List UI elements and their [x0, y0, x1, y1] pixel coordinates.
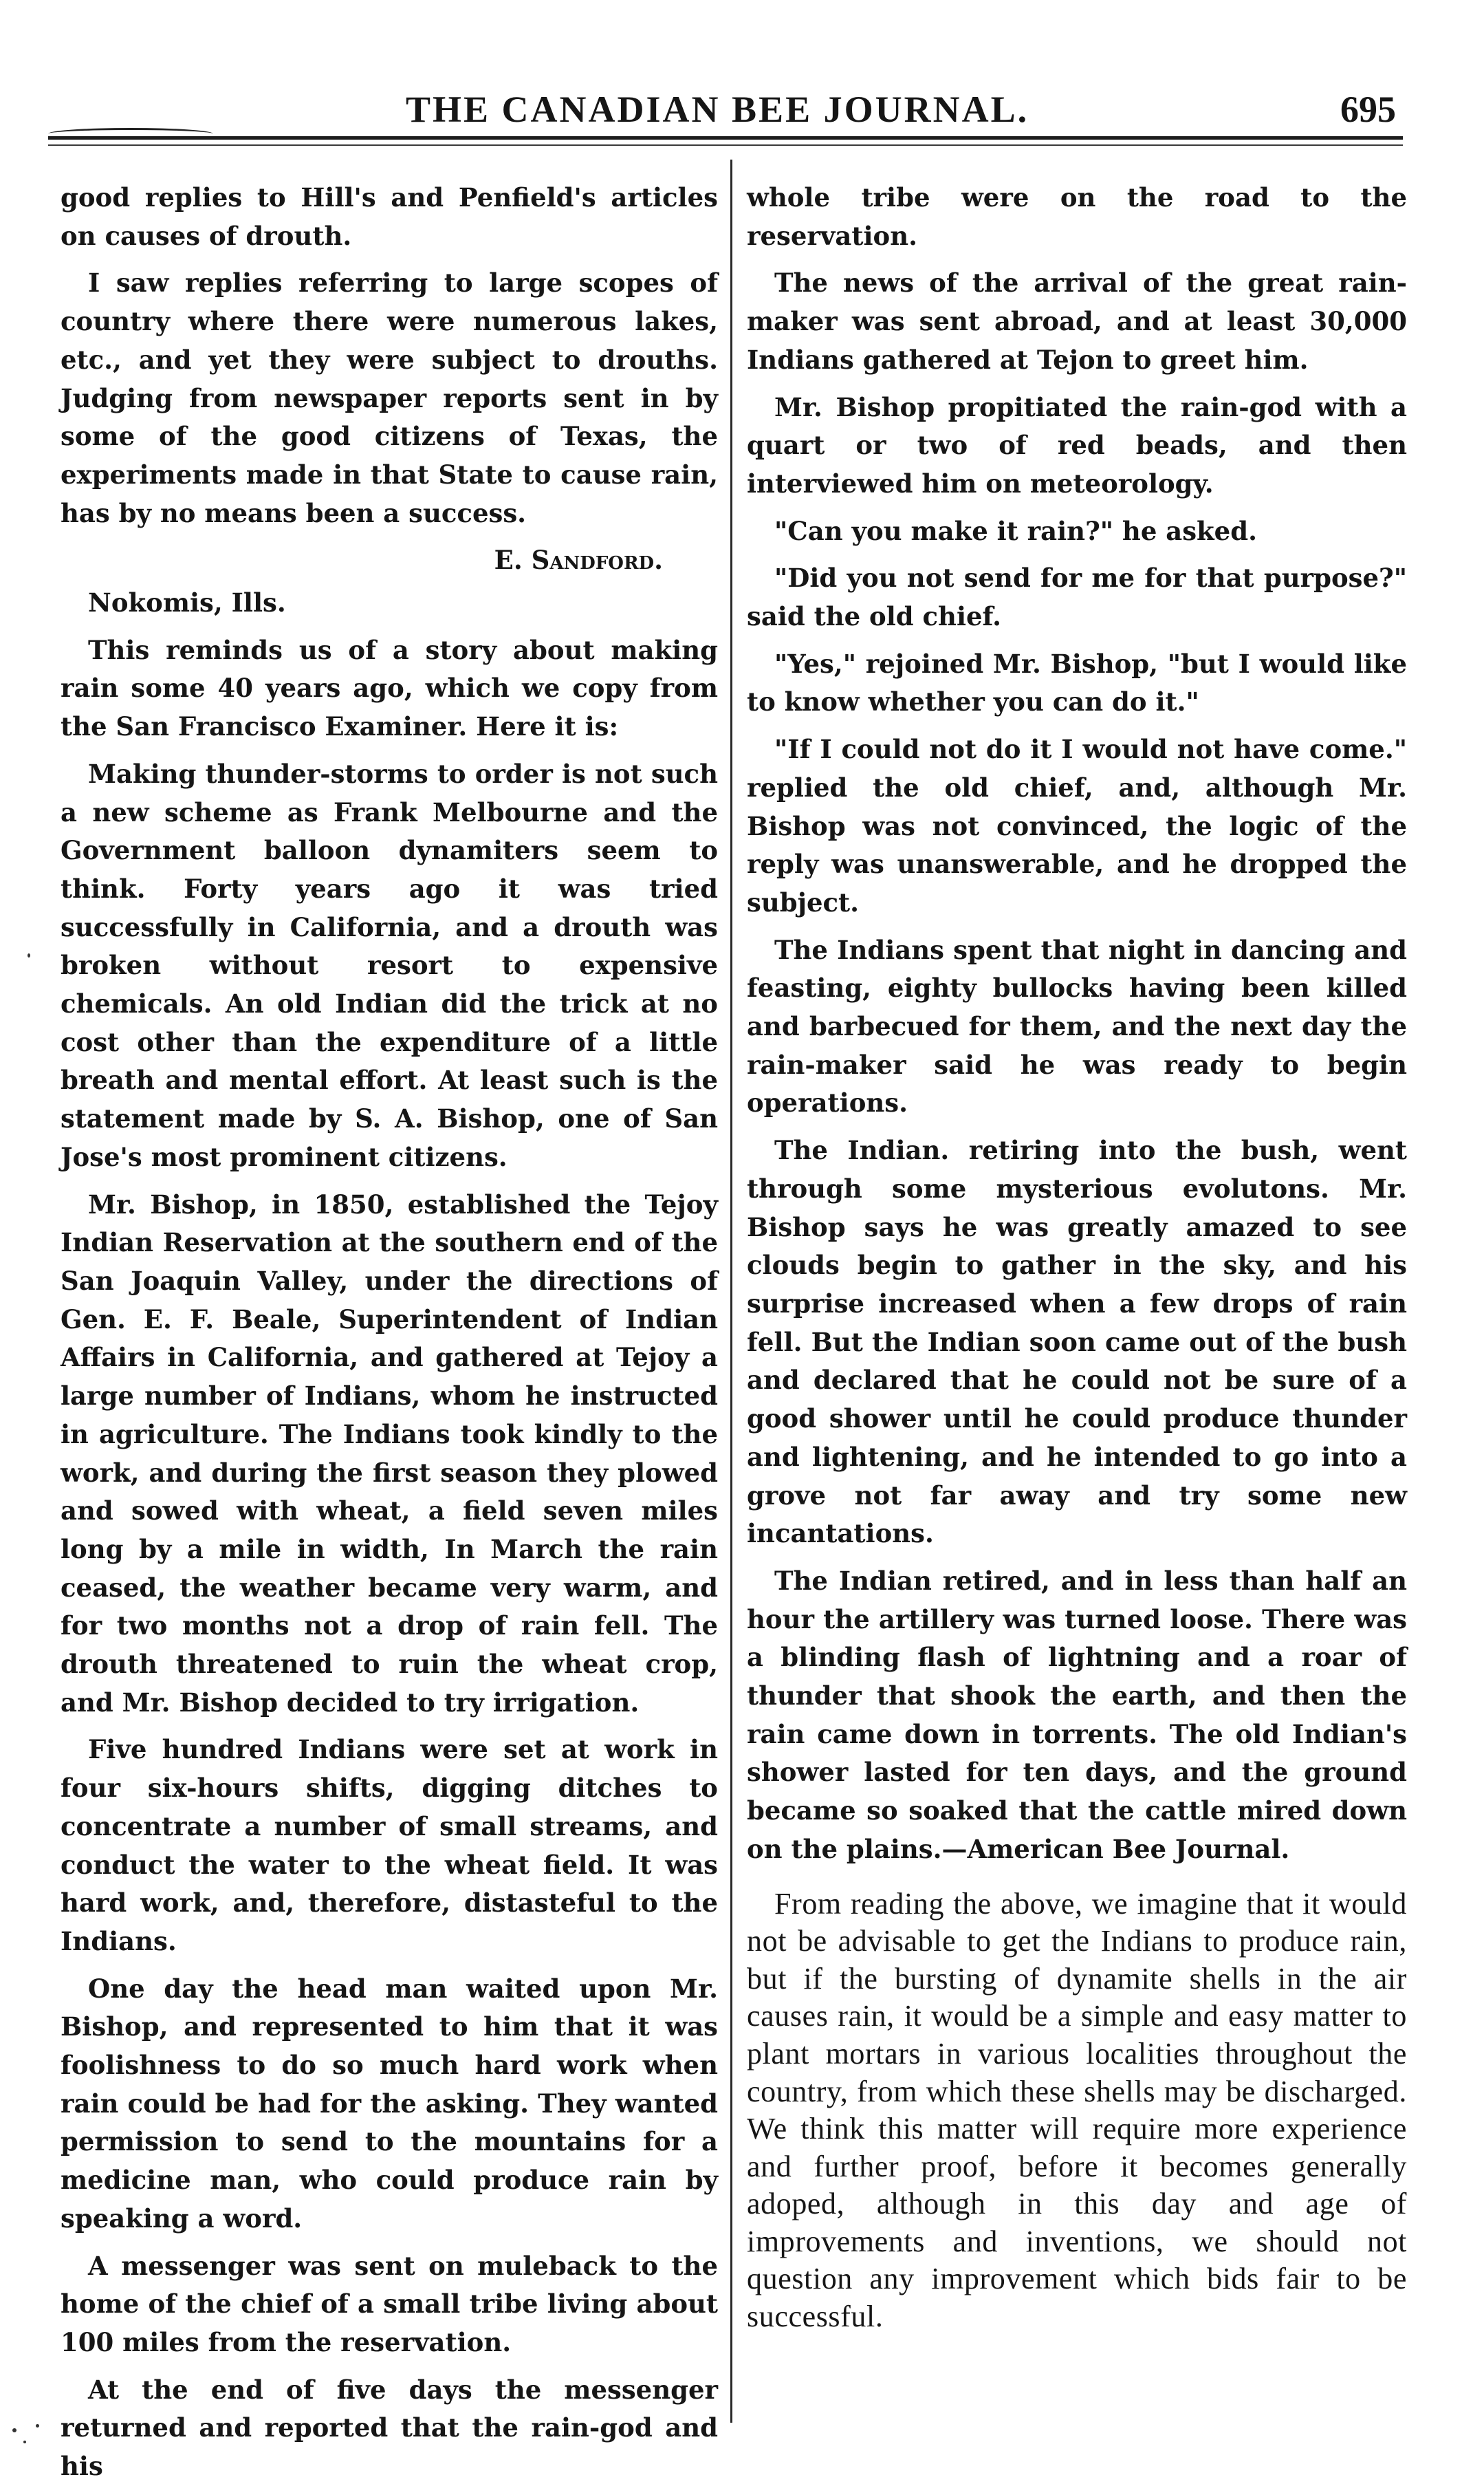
paragraph: Making thunder-storms to order is not such a new scheme as Frank Melbourne and the Government balloon dynamiters seem to think. Forty years ago it was tried successfully in California, and a drouth was broken without resort to expensive chemicals. An old Indian did the trick at no cost other than the expenditure of a little breath and mental effort. At least such is the statement made by S. A. Bishop, one of San Jose's most prominent citizens. [61, 758, 718, 1172]
header-rule-thick [48, 136, 1403, 140]
paragraph: The Indian retired, and in less than half an hour the artillery was turned loose. There was a blinding flash of lightning and a roar of thunder that shook the earth, and then the rain came down in torrents. The old Indian's shower lasted for ten days, and the ground became so soaked that the cattle mired down on the plains.—American Bee Journal. [747, 1565, 1407, 1864]
page-number: 695 [1340, 89, 1396, 130]
print-speck [23, 2441, 26, 2443]
paragraph: At the end of five days the messenger returned and reported that the rain-god and his [61, 2374, 718, 2482]
paragraph: "Did you not send for me for that purpose?" said the old chief. [747, 563, 1407, 632]
header-rule-thin [48, 144, 1403, 146]
paragraph: I saw replies referring to large scopes of country where there were numerous lakes, etc., and yet they were subject to drouths. Judging from newspaper reports sent in by some of the good citizens of Texas, the experiments made in that State to cause rain, has by no means been a success. [61, 268, 718, 528]
paragraph: "If I could not do it I would not have come." replied the old chief, and, although Mr. Bishop was not convinced, the logic of the reply was unanswerable, and he dropped the subject. [747, 734, 1407, 918]
print-speck [28, 953, 30, 958]
editorial-comment [747, 1885, 1407, 2336]
paragraph: Five hundred Indians were set at work in four six-hours shifts, digging ditches to concentrate a number of small streams, and conduct the water to the wheat field. It was hard work, and, therefore, distasteful to the Indians. [61, 1734, 718, 1956]
paragraph: good replies to Hill's and Penfield's articles on causes of drouth. [61, 182, 718, 251]
journal-title: THE CANADIAN BEE JOURNAL. [406, 89, 1029, 130]
author-location: Nokomis, Ills. [88, 587, 286, 618]
right-column [747, 179, 1407, 2408]
print-speck [36, 2424, 39, 2428]
column-divider [730, 160, 732, 2423]
paragraph: The Indian. retiring into the bush, went through some mysterious evolutons. Mr. Bishop says he was greatly amazed to see clouds begin to gather in the sky, and his surprise increased when a few drops of rain fell. But the Indian soon came out of the bush and declared that he could not be sure of a good shower until he could produce thunder and lightening, and he intended to go into a grove not far away and try some new incantations. [747, 1135, 1407, 1549]
page-header [48, 83, 1403, 144]
author-signature: E. Sandford. [494, 545, 663, 576]
paragraph: Mr. Bishop, in 1850, established the Tejoy Indian Reservation at the southern end of the San Joaquin Valley, under the directions of Gen. E. F. Beale, Superintendent of Indian Affairs in California, and gathered at Tejoy a large number of Indians, whom he instructed in agriculture. The Indians took kindly to the work, and during the first season they plowed and sowed with wheat, a field seven miles long by a mile in width, In March the rain ceased, the weather became very warm, and for two months not a drop of rain fell. The drouth threatened to ruin the wheat crop, and Mr. Bishop decided to try irrigation. [61, 1189, 718, 1718]
left-column [61, 179, 718, 2482]
paragraph: "Can you make it rain?" he asked. [774, 515, 1257, 546]
paragraph: This reminds us of a story about making rain some 40 years ago, which we copy from the San Francisco Examiner. Here it is: [61, 634, 718, 742]
paragraph: "Yes," rejoined Mr. Bishop, "but I would like to know whether you can do it." [747, 648, 1407, 717]
paragraph: The Indians spent that night in dancing and feasting, eighty bullocks having been killed and barbecued for them, and the next day the rain-maker said he was ready to begin operations. [747, 934, 1407, 1118]
paragraph: A messenger was sent on muleback to the home of the chief of a small tribe living about 100 miles from the reservation. [61, 2250, 718, 2357]
editorial-paragraph: From reading the above, we imagine that it would not be advisable to get the Indians to produce rain, but if the bursting of dynamite shells in the air causes rain, it would be a simple and easy matter to plant mortars in various localities throughout the country, from which these shells may be discharged. We think this matter will require more experience and further proof, before it becomes generally adoped, although in this day and age of improvements and inventions, we should not question any improvement which bids fair to be successful. [747, 1886, 1407, 2334]
paragraph: Mr. Bishop propitiated the rain-god with a quart or two of red beads, and then interviewed him on meteorology. [747, 391, 1407, 499]
print-speck [12, 2428, 17, 2432]
paragraph: whole tribe were on the road to the reservation. [747, 182, 1407, 251]
paragraph: The news of the arrival of the great rain-maker was sent abroad, and at least 30,000 Indians gathered at Tejon to greet him. [747, 268, 1407, 375]
paragraph: One day the head man waited upon Mr. Bishop, and represented to him that it was foolishness to do so much hard work when rain could be had for the asking. They wanted permission to send to the mountains for a medicine man, who could produce rain by speaking a word. [61, 1973, 718, 2234]
